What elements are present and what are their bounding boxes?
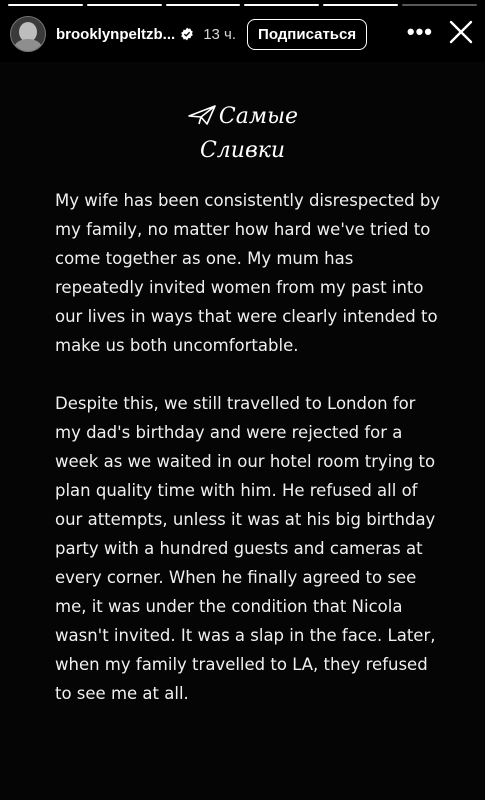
- progress-segment: [244, 4, 319, 6]
- paper-plane-icon: [187, 103, 217, 125]
- logo-line-2: Сливки: [199, 138, 286, 163]
- progress-segment: [166, 4, 241, 6]
- progress-segment: [87, 4, 162, 6]
- story-content[interactable]: [0, 62, 485, 800]
- avatar[interactable]: [10, 16, 46, 52]
- story-paragraph: My wife has been consistently disrespected by my family, no matter how hard we've tried to come together as one. My mum has repeatedly invited women from my past into our lives in ways that were clearly intended to make us both uncomfortable.: [55, 191, 441, 355]
- story-progress-bar: [8, 4, 477, 6]
- progress-segment: [402, 4, 477, 6]
- close-icon[interactable]: [447, 18, 475, 46]
- more-horizontal-icon[interactable]: •••: [406, 19, 433, 44]
- progress-segment: [323, 4, 398, 6]
- story-timestamp: 13 ч.: [203, 25, 237, 43]
- follow-button[interactable]: Подписаться: [247, 19, 367, 50]
- logo-line-1: Самые: [218, 104, 299, 129]
- username-link[interactable]: brooklynpeltzb...: [56, 25, 176, 43]
- channel-logo: [0, 100, 485, 168]
- progress-segment: [8, 4, 83, 6]
- verified-badge-icon: [180, 27, 194, 41]
- avatar-shoulders: [14, 39, 42, 52]
- story-header: [10, 12, 475, 56]
- story-text-block: [55, 186, 441, 737]
- story-paragraph: Despite this, we still travelled to London for my dad's birthday and were rejected for a week as we waited in our hotel room trying to plan quality time with him. He refused all of our attempts, unless it was at his big birthday party with a hundred guests and cameras at every corner. When he finally agreed to see me, it was under the condition that Nicola wasn't invited. It was a slap in the face. Later, when my family travelled to LA, they refused to see me at all.: [55, 394, 436, 703]
